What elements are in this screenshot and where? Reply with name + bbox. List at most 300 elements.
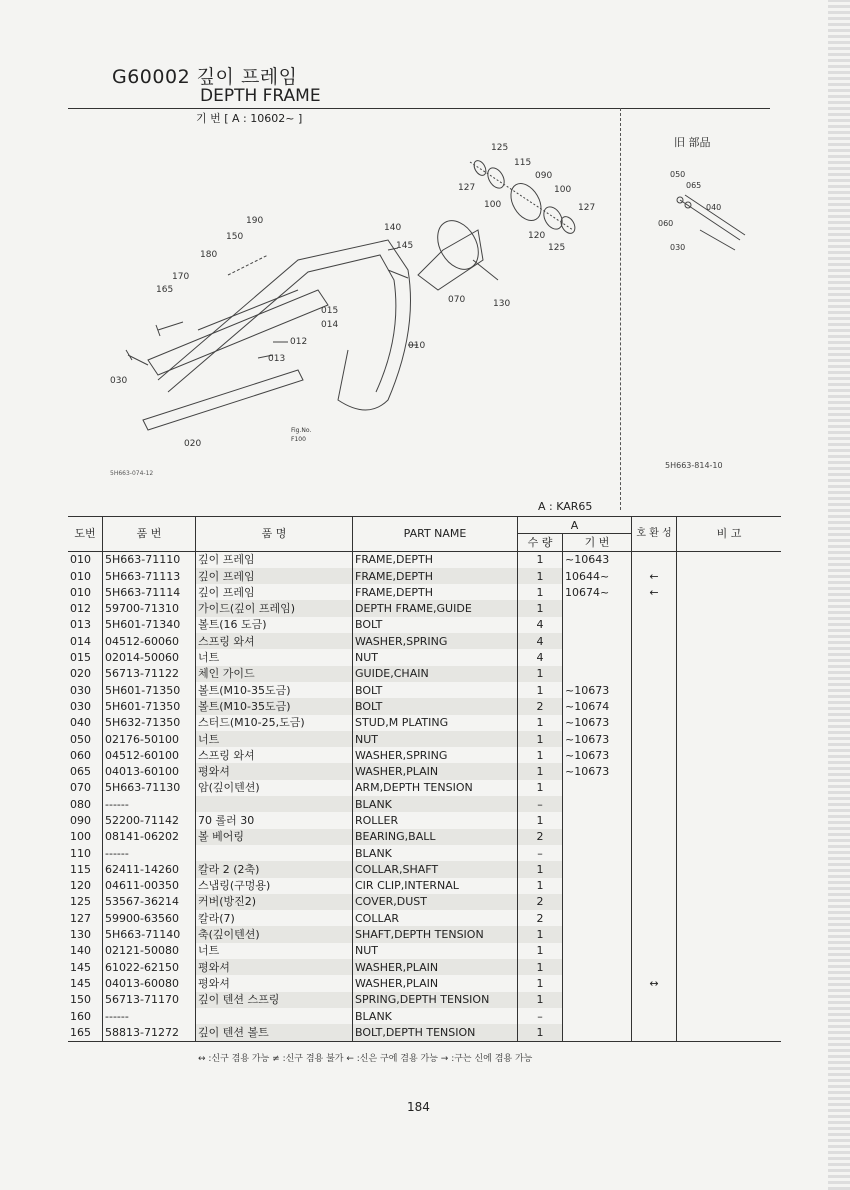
cell-serial — [563, 666, 632, 682]
cell-kr: 깊이 프레임 — [196, 568, 353, 584]
cell-qty: 1 — [518, 975, 563, 991]
cell-ref: 060 — [70, 748, 91, 762]
cell-part-no: 5H663-71113 — [103, 568, 196, 584]
cell-remarks — [677, 584, 782, 600]
serial-range: 기 번 [ A : 10602~ ] — [196, 112, 303, 125]
cell-en: CIR CLIP,INTERNAL — [353, 878, 518, 894]
cell-remarks — [677, 617, 782, 633]
cell-part-no: 58813-71272 — [103, 1024, 196, 1041]
callout: 100 — [554, 185, 572, 195]
cell-serial — [563, 600, 632, 616]
cell-kr: 커버(방진2) — [196, 894, 353, 910]
cell-serial — [563, 780, 632, 796]
cell-kr: 깊이 프레임 — [196, 584, 353, 600]
cell-remarks — [677, 878, 782, 894]
callout: 014 — [321, 320, 339, 330]
cell-en: WASHER,SPRING — [353, 633, 518, 649]
cell-compat — [632, 617, 677, 633]
callout: 140 — [384, 223, 402, 233]
cell-ref: 030 — [70, 683, 91, 697]
cell-en: BOLT — [353, 617, 518, 633]
cell-serial: 10644~ — [563, 568, 632, 584]
cell-compat — [632, 910, 677, 926]
table-row — [68, 861, 781, 877]
cell-part-no: 08141-06202 — [103, 829, 196, 845]
cell-serial: ~10643 — [563, 551, 632, 568]
cell-serial — [563, 992, 632, 1008]
cell-kr: 볼트(16 도금) — [196, 617, 353, 633]
table-row — [68, 666, 781, 682]
cell-kr: 스프링 와셔 — [196, 633, 353, 649]
cell-en: WASHER,PLAIN — [353, 975, 518, 991]
cell-kr: 볼트(M10-35도금) — [196, 682, 353, 698]
cell-remarks — [677, 682, 782, 698]
cell-ref: 145 — [70, 960, 91, 974]
table-row — [68, 551, 781, 568]
cell-en: BLANK — [353, 796, 518, 812]
header-group-a: A — [518, 517, 632, 534]
cell-compat — [632, 926, 677, 942]
callout: 127 — [458, 183, 476, 193]
cell-remarks — [677, 715, 782, 731]
callout: 190 — [246, 216, 264, 226]
header-serial: 기 번 — [563, 534, 632, 551]
cell-ref: 050 — [70, 732, 91, 746]
cell-ref: 020 — [70, 667, 91, 681]
cell-compat — [632, 715, 677, 731]
cell-part-no: 04013-60100 — [103, 763, 196, 779]
cell-en: DEPTH FRAME,GUIDE — [353, 600, 518, 616]
cell-ref: 150 — [70, 993, 91, 1007]
cell-part-no: 5H601-71340 — [103, 617, 196, 633]
page-title-english: DEPTH FRAME — [200, 86, 321, 106]
table-row — [68, 731, 781, 747]
cell-compat: ← — [632, 584, 677, 600]
cell-qty: 1 — [518, 682, 563, 698]
cell-qty: 1 — [518, 943, 563, 959]
cell-kr: 너트 — [196, 731, 353, 747]
cell-compat — [632, 992, 677, 1008]
cell-kr: 70 롤러 30 — [196, 812, 353, 828]
cell-kr: 평와셔 — [196, 763, 353, 779]
cell-remarks — [677, 698, 782, 714]
cell-compat — [632, 845, 677, 861]
cell-kr: 볼 베어링 — [196, 829, 353, 845]
cell-en: NUT — [353, 943, 518, 959]
cell-serial: ~10673 — [563, 731, 632, 747]
cell-en: SHAFT,DEPTH TENSION — [353, 926, 518, 942]
cell-remarks — [677, 551, 782, 568]
cell-ref: 080 — [70, 797, 91, 811]
cell-compat — [632, 600, 677, 616]
compatibility-legend: ↔ :신구 겸용 가능 ≠ :신구 겸용 불가 ← :신은 구에 겸용 가능 → :구는 신에 겸용 가능 — [198, 1054, 533, 1064]
cell-compat — [632, 747, 677, 763]
cell-remarks — [677, 747, 782, 763]
cell-compat — [632, 649, 677, 665]
page-edge — [828, 0, 850, 1190]
cell-part-no: 02121-50080 — [103, 943, 196, 959]
table-row — [68, 1024, 781, 1041]
diagram-labels — [110, 143, 595, 449]
exploded-diagram — [98, 130, 618, 460]
cell-en: COVER,DUST — [353, 894, 518, 910]
cell-part-no: 04611-00350 — [103, 878, 196, 894]
cell-part-no: 59900-63560 — [103, 910, 196, 926]
cell-en: FRAME,DEPTH — [353, 551, 518, 568]
cell-remarks — [677, 1008, 782, 1024]
callout: 090 — [535, 171, 553, 181]
table-row — [68, 926, 781, 942]
cell-serial — [563, 959, 632, 975]
cell-compat — [632, 796, 677, 812]
cell-ref: 115 — [70, 862, 91, 876]
cell-kr: 스냅링(구멍용) — [196, 878, 353, 894]
callout: 010 — [408, 341, 426, 351]
cell-kr: 가이드(깊이 프레임) — [196, 600, 353, 616]
cell-part-no: 5H663-71110 — [103, 551, 196, 568]
parts-table — [68, 516, 781, 1042]
table-row — [68, 959, 781, 975]
cell-en: BOLT,DEPTH TENSION — [353, 1024, 518, 1041]
cell-qty: 1 — [518, 666, 563, 682]
cell-serial: ~10673 — [563, 682, 632, 698]
table-row — [68, 829, 781, 845]
cell-en: WASHER,SPRING — [353, 747, 518, 763]
table-row — [68, 812, 781, 828]
cell-remarks — [677, 845, 782, 861]
header-remarks: 비 고 — [677, 517, 782, 552]
cell-qty: 1 — [518, 1024, 563, 1041]
cell-kr: 깊이 텐션 스프링 — [196, 992, 353, 1008]
cell-serial — [563, 796, 632, 812]
cell-compat: ← — [632, 568, 677, 584]
header-part-no: 품 번 — [103, 517, 196, 552]
callout: 150 — [226, 232, 244, 242]
page-number: 184 — [407, 1100, 430, 1114]
cell-kr: 평와셔 — [196, 975, 353, 991]
cell-kr: 평와셔 — [196, 959, 353, 975]
cell-remarks — [677, 959, 782, 975]
cell-compat — [632, 666, 677, 682]
table-row — [68, 600, 781, 616]
cell-serial — [563, 829, 632, 845]
cell-qty: – — [518, 1008, 563, 1024]
cell-kr: 축(깊이텐션) — [196, 926, 353, 942]
header-part-name: PART NAME — [353, 517, 518, 552]
cell-qty: 2 — [518, 698, 563, 714]
cell-compat — [632, 1008, 677, 1024]
cell-compat: ↔ — [632, 975, 677, 991]
cell-remarks — [677, 829, 782, 845]
cell-qty: 1 — [518, 600, 563, 616]
callout: 012 — [290, 337, 308, 347]
callout: 127 — [578, 203, 596, 213]
table-row — [68, 992, 781, 1008]
figure-divider — [620, 108, 621, 510]
cell-serial — [563, 878, 632, 894]
cell-kr — [196, 796, 353, 812]
cell-compat — [632, 780, 677, 796]
cell-ref: 160 — [70, 1009, 91, 1023]
cell-part-no: 52200-71142 — [103, 812, 196, 828]
cell-ref: 110 — [70, 846, 91, 860]
cell-ref: 013 — [70, 618, 91, 632]
cell-kr — [196, 1008, 353, 1024]
cell-remarks — [677, 780, 782, 796]
table-row — [68, 780, 781, 796]
callout: 050 — [670, 170, 686, 179]
cell-part-no: 04512-60060 — [103, 633, 196, 649]
cell-compat — [632, 1024, 677, 1041]
cell-en: FRAME,DEPTH — [353, 584, 518, 600]
cell-qty: – — [518, 796, 563, 812]
cell-en: FRAME,DEPTH — [353, 568, 518, 584]
cell-kr: 암(깊이텐션) — [196, 780, 353, 796]
cell-serial — [563, 1024, 632, 1041]
table-row — [68, 617, 781, 633]
cell-kr: 너트 — [196, 649, 353, 665]
callout: 125 — [548, 243, 566, 253]
cell-serial — [563, 1008, 632, 1024]
cell-part-no: ------ — [103, 1008, 196, 1024]
cell-kr: 볼트(M10-35도금) — [196, 698, 353, 714]
callout: F100 — [291, 436, 306, 443]
cell-ref: 015 — [70, 651, 91, 665]
cell-remarks — [677, 600, 782, 616]
cell-en: BOLT — [353, 698, 518, 714]
cell-serial — [563, 633, 632, 649]
cell-kr: 스프링 와셔 — [196, 747, 353, 763]
cell-compat — [632, 829, 677, 845]
old-parts-label: 旧 部品 — [674, 136, 711, 149]
table-row — [68, 682, 781, 698]
cell-part-no: ------ — [103, 796, 196, 812]
callout: 100 — [484, 200, 502, 210]
callout: 030 — [110, 376, 128, 386]
cell-en: NUT — [353, 649, 518, 665]
callout: 115 — [514, 158, 532, 168]
cell-en: WASHER,PLAIN — [353, 763, 518, 779]
cell-en: SPRING,DEPTH TENSION — [353, 992, 518, 1008]
cell-remarks — [677, 568, 782, 584]
cell-remarks — [677, 894, 782, 910]
cell-compat — [632, 812, 677, 828]
cell-serial: ~10673 — [563, 715, 632, 731]
cell-qty: 1 — [518, 992, 563, 1008]
table-row — [68, 633, 781, 649]
cell-serial: ~10674 — [563, 698, 632, 714]
cell-part-no: 04512-60100 — [103, 747, 196, 763]
cell-ref: 010 — [70, 585, 91, 599]
cell-serial: ~10673 — [563, 747, 632, 763]
cell-ref: 145 — [70, 976, 91, 990]
cell-kr: 깊이 텐션 볼트 — [196, 1024, 353, 1041]
callout: 020 — [184, 439, 202, 449]
cell-remarks — [677, 943, 782, 959]
cell-remarks — [677, 731, 782, 747]
table-row — [68, 975, 781, 991]
callout: 130 — [493, 299, 511, 309]
cell-en: BLANK — [353, 845, 518, 861]
cell-kr: 깊이 프레임 — [196, 551, 353, 568]
cell-en: ROLLER — [353, 812, 518, 828]
cell-ref: 165 — [68, 1024, 103, 1041]
cell-qty: – — [518, 845, 563, 861]
cell-serial — [563, 617, 632, 633]
callout: 065 — [686, 181, 702, 190]
cell-part-no: 53567-36214 — [103, 894, 196, 910]
cell-en: BOLT — [353, 682, 518, 698]
cell-compat — [632, 959, 677, 975]
table-row — [68, 894, 781, 910]
cell-kr: 체인 가이드 — [196, 666, 353, 682]
table-row — [68, 910, 781, 926]
cell-part-no: 62411-14260 — [103, 861, 196, 877]
cell-compat — [632, 763, 677, 779]
table-row — [68, 715, 781, 731]
table-row — [68, 943, 781, 959]
cell-ref: 140 — [70, 944, 91, 958]
cell-qty: 1 — [518, 568, 563, 584]
callout: 040 — [706, 203, 722, 212]
cell-part-no: 5H632-71350 — [103, 715, 196, 731]
cell-qty: 1 — [518, 780, 563, 796]
cell-qty: 1 — [518, 584, 563, 600]
cell-compat — [632, 731, 677, 747]
cell-part-no: 5H663-71114 — [103, 584, 196, 600]
cell-part-no: 56713-71122 — [103, 666, 196, 682]
cell-en: ARM,DEPTH TENSION — [353, 780, 518, 796]
old-parts-inset — [640, 160, 750, 260]
cell-qty: 1 — [518, 812, 563, 828]
cell-part-no: 5H663-71130 — [103, 780, 196, 796]
cell-ref: 014 — [70, 634, 91, 648]
cell-serial — [563, 812, 632, 828]
cell-serial — [563, 975, 632, 991]
cell-remarks — [677, 633, 782, 649]
table-row — [68, 568, 781, 584]
cell-kr — [196, 845, 353, 861]
cell-kr: 스터드(M10-25,도금) — [196, 715, 353, 731]
cell-qty: 2 — [518, 894, 563, 910]
callout: 120 — [528, 231, 546, 241]
cell-qty: 1 — [518, 926, 563, 942]
cell-remarks — [677, 926, 782, 942]
cell-serial — [563, 926, 632, 942]
callout: 180 — [200, 250, 218, 260]
cell-remarks — [677, 910, 782, 926]
cell-en: COLLAR,SHAFT — [353, 861, 518, 877]
table-row — [68, 796, 781, 812]
cell-compat — [632, 943, 677, 959]
callout: 145 — [396, 241, 414, 251]
cell-remarks — [677, 666, 782, 682]
table-row — [68, 1008, 781, 1024]
cell-ref: 130 — [70, 928, 91, 942]
cell-serial — [563, 861, 632, 877]
cell-en: WASHER,PLAIN — [353, 959, 518, 975]
cell-compat — [632, 633, 677, 649]
cell-compat — [632, 894, 677, 910]
table-row — [68, 698, 781, 714]
callout: 030 — [670, 243, 686, 252]
cell-ref: 090 — [70, 813, 91, 827]
callout: 070 — [448, 295, 466, 305]
cell-qty: 4 — [518, 617, 563, 633]
cell-qty: 1 — [518, 959, 563, 975]
cell-compat — [632, 682, 677, 698]
header-korean-name: 품 명 — [196, 517, 353, 552]
page-title-code: G60002 깊이 프레임 — [112, 66, 298, 88]
cell-remarks — [677, 796, 782, 812]
callout: 125 — [491, 143, 509, 153]
cell-ref: 125 — [70, 895, 91, 909]
cell-ref: 030 — [70, 699, 91, 713]
cell-ref: 040 — [70, 716, 91, 730]
table-row — [68, 649, 781, 665]
cell-ref: 100 — [70, 830, 91, 844]
cell-en: GUIDE,CHAIN — [353, 666, 518, 682]
model-label: A : KAR65 — [538, 500, 593, 513]
cell-remarks — [677, 763, 782, 779]
callout: Fig.No. — [291, 427, 312, 434]
cell-part-no: 5H601-71350 — [103, 698, 196, 714]
callout: 165 — [156, 285, 174, 295]
cell-part-no: 5H601-71350 — [103, 682, 196, 698]
cell-serial: ~10673 — [563, 763, 632, 779]
table-row — [68, 747, 781, 763]
callout: 060 — [658, 219, 674, 228]
cell-ref: 065 — [70, 765, 91, 779]
cell-qty: 1 — [518, 731, 563, 747]
table-row — [68, 584, 781, 600]
cell-remarks — [677, 861, 782, 877]
cell-en: BEARING,BALL — [353, 829, 518, 845]
cell-serial — [563, 894, 632, 910]
table-row — [68, 878, 781, 894]
header-ref: 도번 — [68, 517, 103, 552]
cell-serial — [563, 943, 632, 959]
cell-remarks — [677, 649, 782, 665]
cell-part-no: 02176-50100 — [103, 731, 196, 747]
cell-part-no: 04013-60080 — [103, 975, 196, 991]
cell-serial — [563, 845, 632, 861]
cell-qty: 4 — [518, 633, 563, 649]
header-compat: 호 환 성 — [632, 517, 677, 552]
cell-part-no: 56713-71170 — [103, 992, 196, 1008]
cell-en: BLANK — [353, 1008, 518, 1024]
cell-part-no: ------ — [103, 845, 196, 861]
cell-remarks — [677, 812, 782, 828]
cell-compat — [632, 878, 677, 894]
cell-kr: 너트 — [196, 943, 353, 959]
table-row — [68, 763, 781, 779]
cell-remarks — [677, 975, 782, 991]
cell-part-no: 61022-62150 — [103, 959, 196, 975]
cell-qty: 1 — [518, 551, 563, 568]
cell-en: NUT — [353, 731, 518, 747]
cell-serial: 10674~ — [563, 584, 632, 600]
cell-qty: 1 — [518, 715, 563, 731]
callout: 013 — [268, 354, 286, 364]
callout: 170 — [172, 272, 190, 282]
cell-en: COLLAR — [353, 910, 518, 926]
cell-ref: 012 — [70, 602, 91, 616]
cell-compat — [632, 698, 677, 714]
callout: 015 — [321, 306, 339, 316]
title-divider — [68, 108, 770, 109]
header-qty: 수 량 — [518, 534, 563, 551]
